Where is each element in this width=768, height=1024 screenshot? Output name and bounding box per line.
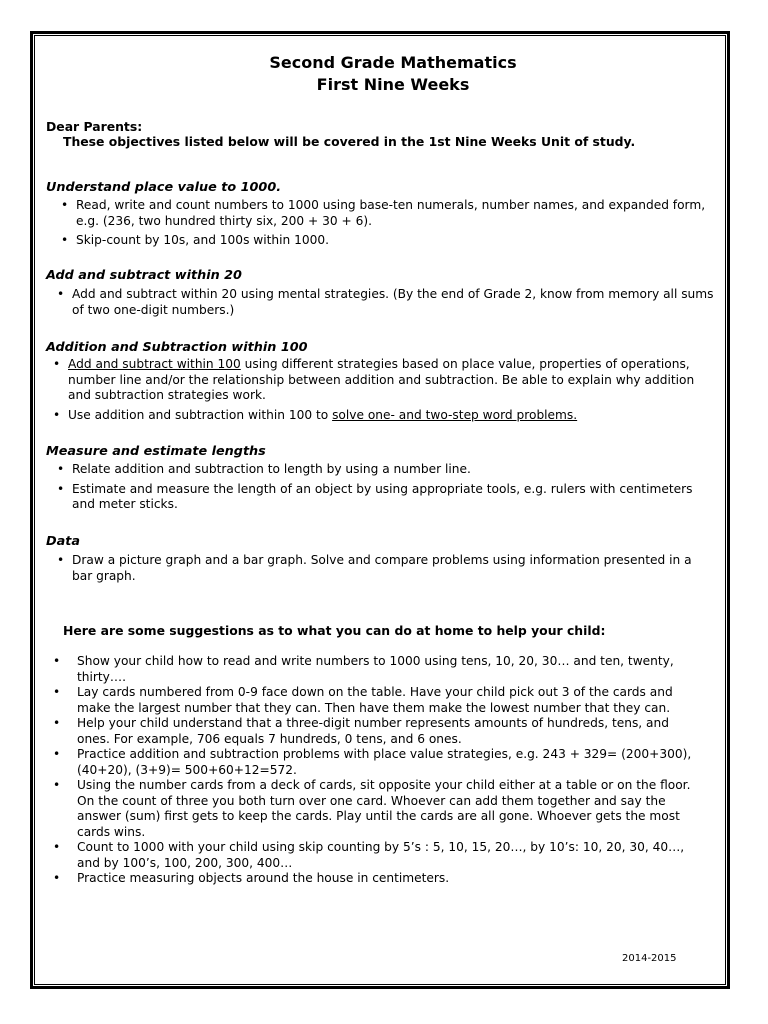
section-heading-place-value: Understand place value to 1000. bbox=[46, 180, 282, 195]
section-heading-add-subtract-20: Add and subtract within 20 bbox=[46, 268, 242, 283]
document-subtitle: First Nine Weeks bbox=[316, 75, 470, 94]
list-item: • Show your child how to read and write numbers to 1000 using tens, 10, 20, 30… and ten, twenty, thirty…. bbox=[77, 654, 697, 685]
list-item: • Skip-count by 10s, and 100s within 1000. bbox=[76, 233, 716, 249]
list-item: • Estimate and measure the length of an object by using appropriate tools, e.g. rulers with centimeters and meter sticks. bbox=[72, 482, 712, 513]
school-year: 2014-2015 bbox=[622, 953, 677, 964]
underlined-text: solve one- and two-step word problems. bbox=[332, 407, 578, 422]
add-subtract-20-list bbox=[72, 287, 722, 322]
document-title: Second Grade Mathematics bbox=[269, 53, 517, 72]
greeting: Dear Parents: bbox=[46, 119, 143, 134]
section-heading-add-subtract-100: Addition and Subtraction within 100 bbox=[46, 340, 308, 355]
home-suggestions-list bbox=[77, 654, 697, 887]
place-value-list bbox=[76, 198, 716, 253]
intro-text: These objectives listed below will be covered in the 1st Nine Weeks Unit of study. bbox=[63, 134, 636, 149]
list-item-text: Use addition and subtraction within 100 to bbox=[68, 407, 333, 422]
list-item: • Relate addition and subtraction to length by using a number line. bbox=[72, 462, 712, 478]
list-item: • Count to 1000 with your child using skip counting by 5’s : 5, 10, 15, 20…, by 10’s: 10, 20, 30, 40…, and by 100’s, 100, 200, 300, 400… bbox=[77, 840, 697, 871]
list-item: • Lay cards numbered from 0-9 face down on the table. Have your child pick out 3 of the cards and make the largest number that they can. Then have them make the lowest number that they can. bbox=[77, 685, 697, 716]
list-item: • Using the number cards from a deck of cards, sit opposite your child either at a table or on the floor. On the count of three you both turn over one card. Whoever can add them together and say the answer (sum) first gets to keep the cards. Play until the cards are all gone. Whoever gets the most cards wins. bbox=[77, 778, 697, 840]
home-suggestions-heading: Here are some suggestions as to what you can do at home to help your child: bbox=[63, 623, 606, 638]
data-list bbox=[72, 553, 712, 588]
list-item: • Add and subtract within 20 using mental strategies. (By the end of Grade 2, know from memory all sums of two one-digit numbers.) bbox=[72, 287, 722, 318]
list-item bbox=[68, 357, 708, 404]
list-item bbox=[68, 408, 708, 424]
underlined-text: Add and subtract within 100 bbox=[68, 357, 241, 371]
add-subtract-100-list bbox=[68, 357, 708, 427]
measure-lengths-list bbox=[72, 462, 712, 517]
section-heading-measure-lengths: Measure and estimate lengths bbox=[46, 444, 266, 459]
list-item: • Read, write and count numbers to 1000 using base-ten numerals, number names, and expanded form, e.g. (236, two hundred thirty six, 200 + 30 + 6). bbox=[76, 198, 716, 229]
list-item: • Practice addition and subtraction problems with place value strategies, e.g. 243 + 329= (200+300), (40+20), (3+9)= 500+60+12=572. bbox=[77, 747, 697, 778]
list-item: • Draw a picture graph and a bar graph. Solve and compare problems using information presented in a bar graph. bbox=[72, 553, 712, 584]
list-item-text: using different strategies based on place value, properties of operations, number line and/or the relationship between addition and subtraction. Be able to explain why addition and subtraction strategies work. bbox=[68, 357, 695, 402]
list-item: • Practice measuring objects around the house in centimeters. bbox=[77, 871, 697, 887]
list-item: • Help your child understand that a three-digit number represents amounts of hundreds, tens, and ones. For example, 706 equals 7 hundreds, 0 tens, and 6 ones. bbox=[77, 716, 697, 747]
section-heading-data: Data bbox=[46, 534, 81, 549]
